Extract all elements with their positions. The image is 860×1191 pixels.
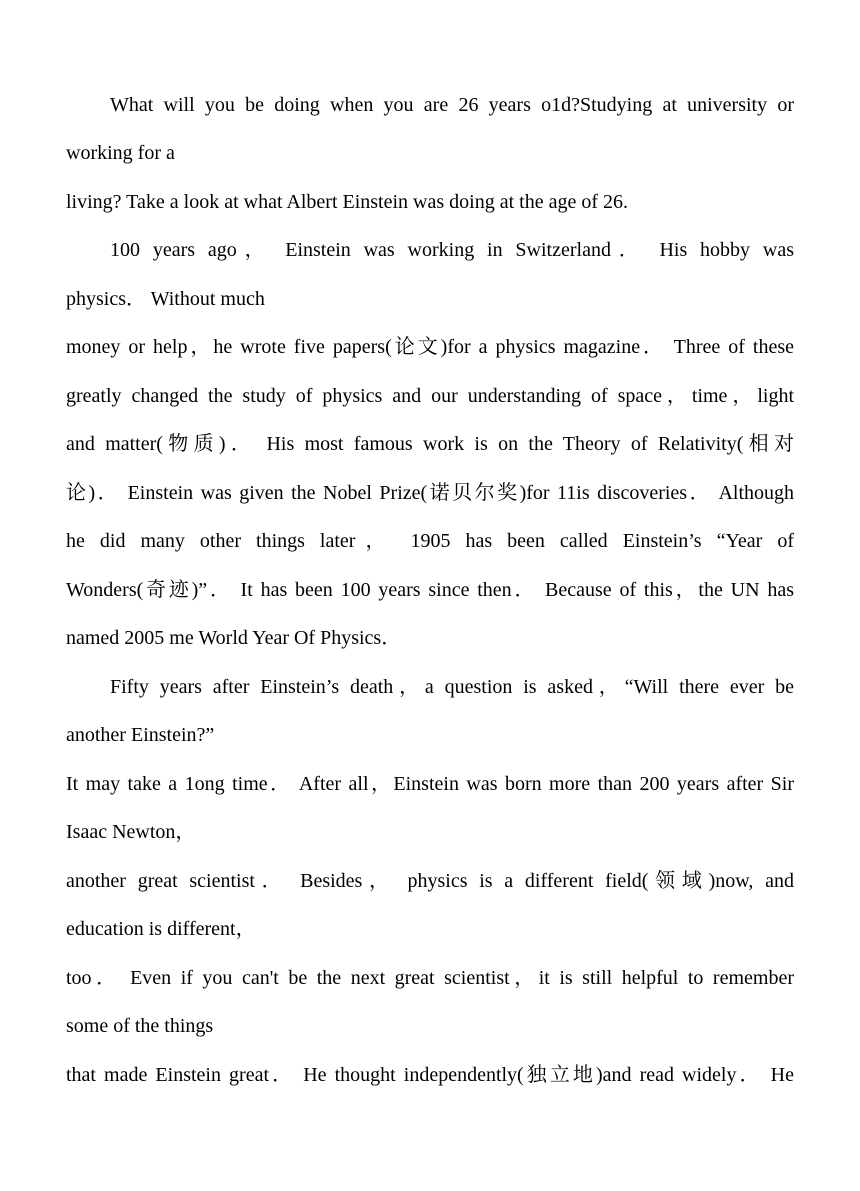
document-page [66, 0, 794, 1191]
text-line-21: that made Einstein great． He thought independently(独立地)and read widely． He [66, 1064, 794, 1086]
text-line-2: working for a [66, 142, 175, 164]
text-line-12: named 2005 me World Year Of Physics． [66, 627, 402, 649]
text-line-16: Isaac Newton， [66, 821, 196, 843]
text-line-7: greatly changed the study of physics and our understanding of space，time，light [66, 385, 794, 407]
text-line-11: Wonders(奇迹)”． It has been 100 years since then． Because of this，the UN has [66, 579, 794, 601]
text-line-10: he did many other things later， 1905 has been called Einstein’s “Year of [66, 530, 794, 552]
text-line-8: and matter(物质)． His most famous work is on the Theory of Relativity(相对 [66, 433, 794, 455]
text-line-15: It may take a 1ong time． After all，Einstein was born more than 200 years after Sir [66, 773, 794, 795]
text-line-5: physics． Without much [66, 288, 265, 310]
text-line-17: another great scientist． Besides， physics is a different field(领域)now, and [66, 870, 794, 892]
text-line-14: another Einstein?” [66, 724, 215, 746]
text-line-18: education is different， [66, 918, 256, 940]
text-line-4: 100 years ago， Einstein was working in Switzerland． His hobby was [110, 239, 794, 261]
text-line-6: money or help，he wrote five papers(论文)for a physics magazine． Three of these [66, 336, 794, 358]
text-line-19: too． Even if you can't be the next great scientist，it is still helpful to remember [66, 967, 794, 989]
text-line-13: Fifty years after Einstein’s death，a question is asked，“Will there ever be [110, 676, 794, 698]
text-line-3: living? Take a look at what Albert Einstein was doing at the age of 26. [66, 191, 628, 213]
text-line-20: some of the things [66, 1015, 214, 1037]
text-line-9: 论)． Einstein was given the Nobel Prize(诺贝尔奖)for 11is discoveries． Although [66, 482, 794, 504]
text-line-1: What will you be doing when you are 26 years o1d?Studying at university or [110, 94, 794, 116]
